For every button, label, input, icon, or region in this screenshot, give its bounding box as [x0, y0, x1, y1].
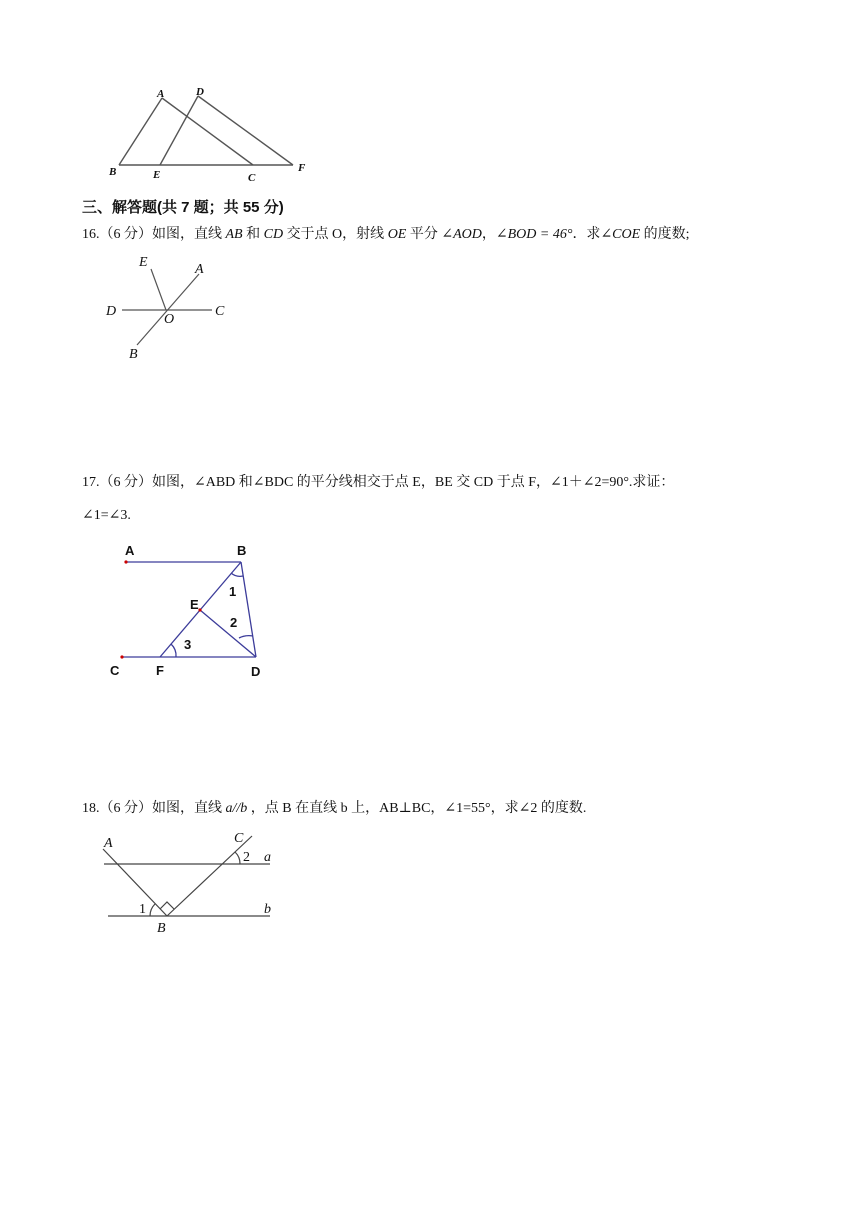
- label-b: B: [129, 347, 138, 362]
- arc-angle-2: [235, 852, 240, 864]
- q18-a-parallel-b: a//b: [225, 801, 248, 816]
- q16-text: ．求: [572, 227, 601, 242]
- section-header: 三、解答题(共 7 题；共 55 分): [82, 199, 284, 216]
- label-c: C: [248, 172, 256, 184]
- q16-angle-bod: ∠BOD = 46°: [495, 227, 573, 242]
- q16-oe: OE: [387, 227, 407, 242]
- label-c: C: [110, 663, 120, 678]
- label-angle-1: 1: [139, 902, 146, 917]
- arc-angle-1: [150, 904, 155, 916]
- q16-ab: AB: [225, 227, 243, 242]
- label-line-b: b: [264, 902, 271, 917]
- label-a: A: [157, 88, 165, 100]
- label-a-point: A: [104, 836, 113, 851]
- ray-bc: [167, 836, 252, 916]
- label-f: F: [298, 162, 306, 174]
- label-c-point: C: [234, 831, 244, 846]
- label-b: B: [237, 543, 247, 558]
- ray-ba: [103, 849, 167, 916]
- q16-text: 平分: [406, 227, 442, 242]
- label-angle-3: 3: [184, 637, 192, 652]
- q16-angle-coe: ∠COE: [600, 227, 641, 242]
- q18-text: 如图，直线: [152, 801, 226, 816]
- q16-cd: CD: [263, 227, 284, 242]
- label-angle-1: 1: [229, 584, 237, 599]
- right-angle-mark: [160, 902, 174, 909]
- label-d: D: [196, 86, 204, 98]
- label-b: B: [109, 166, 117, 178]
- q16-number: 16.（6 分）: [82, 227, 152, 242]
- label-d: D: [251, 664, 261, 679]
- label-e: E: [153, 169, 161, 181]
- label-c: C: [215, 304, 225, 319]
- q17-number: 17.（6 分）: [82, 475, 152, 490]
- label-a: A: [195, 262, 204, 277]
- q18-text: ，点 B 在直线 b 上，AB⊥BC，∠1=55°，求∠2 的度数.: [247, 801, 587, 816]
- label-e: E: [190, 597, 199, 612]
- label-a: A: [125, 543, 135, 558]
- label-angle-2: 2: [230, 615, 238, 630]
- label-line-a: a: [264, 850, 271, 865]
- q17-text-line1: 如图，∠ABD 和∠BDC 的平分线相交于点 E，BE 交 CD 于点 F，∠1＋∠2=90°.求证：: [152, 475, 675, 490]
- label-e: E: [139, 255, 148, 270]
- label-o: O: [164, 312, 175, 327]
- q16-text: 的度数;: [640, 227, 690, 242]
- label-angle-2: 2: [243, 850, 250, 865]
- q16-text: 和: [242, 227, 264, 242]
- q16-text: ，: [481, 227, 496, 242]
- q16-angle-aod: ∠AOD: [441, 227, 482, 242]
- q16-text: 如图，直线: [152, 227, 226, 242]
- label-b-point: B: [157, 921, 166, 936]
- label-f: F: [156, 663, 164, 678]
- q18-number: 18.（6 分）: [82, 801, 152, 816]
- question-17-line2: ∠1=∠3.: [82, 508, 131, 523]
- q16-text: 交于点 O，射线: [283, 227, 388, 242]
- label-d: D: [106, 304, 117, 319]
